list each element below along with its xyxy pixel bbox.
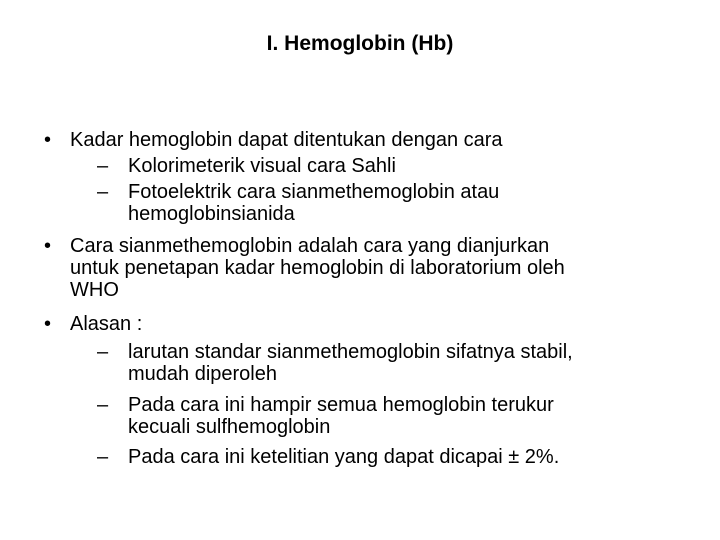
bullet-marker: •: [44, 313, 52, 335]
sub-bullet-marker: –: [97, 394, 109, 416]
slide-title: I. Hemoglobin (Hb): [266, 32, 454, 55]
sub-bullet-text: Kolorimeterik visual cara Sahli: [128, 155, 396, 177]
sub-bullet-marker: –: [97, 155, 109, 177]
sub-bullet-text: larutan standar sianmethemoglobin sifatnya stabil,: [128, 341, 573, 363]
bullet-text: Cara sianmethemoglobin adalah cara yang dianjurkan: [70, 235, 550, 257]
bullet-marker: •: [44, 235, 52, 257]
sub-bullet-text: Pada cara ini hampir semua hemoglobin terukur: [128, 394, 554, 416]
bullet-text: Kadar hemoglobin dapat ditentukan dengan cara: [70, 129, 503, 151]
sub-bullet-text: Fotoelektrik cara sianmethemoglobin atau: [128, 181, 500, 203]
bullet-marker: •: [44, 129, 52, 151]
bullet-text-continuation: WHO: [70, 279, 119, 301]
sub-bullet-text-continuation: mudah diperoleh: [128, 363, 277, 385]
sub-bullet-text-continuation: hemoglobinsianida: [128, 203, 295, 225]
bullet-text: Alasan :: [70, 313, 143, 335]
bullet-text-continuation: untuk penetapan kadar hemoglobin di laboratorium oleh: [70, 257, 565, 279]
sub-bullet-marker: –: [97, 181, 109, 203]
sub-bullet-marker: –: [97, 446, 109, 468]
sub-bullet-text-continuation: kecuali sulfhemoglobin: [128, 416, 331, 438]
sub-bullet-text: Pada cara ini ketelitian yang dapat dicapai ± 2%.: [128, 446, 560, 468]
sub-bullet-marker: –: [97, 341, 109, 363]
